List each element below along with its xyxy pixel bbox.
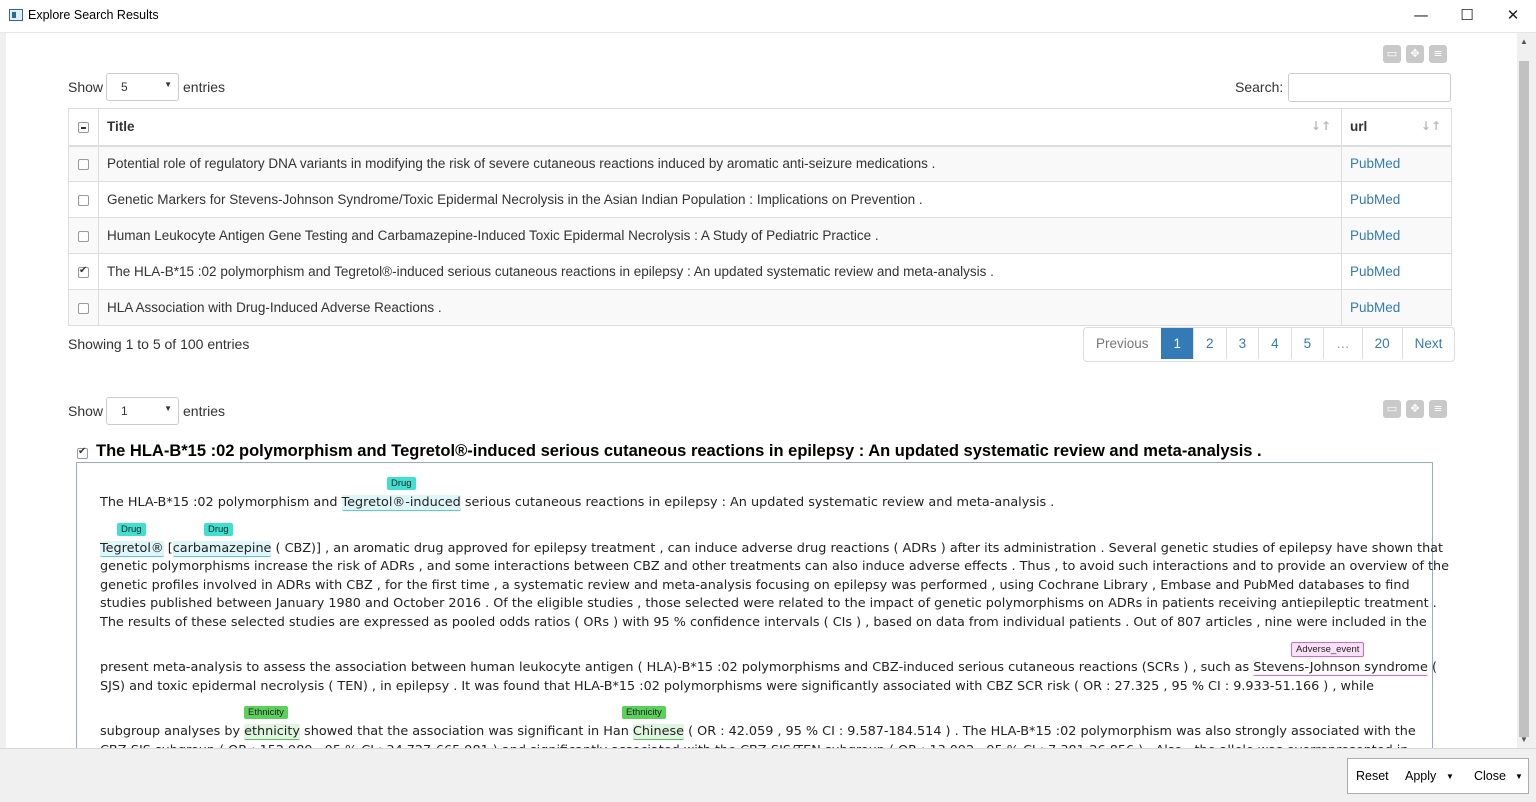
entity-adverse-event[interactable]: Stevens-Johnson syndrome	[1253, 660, 1428, 675]
entity-tag-ethnicity: Ethnicity	[244, 706, 288, 719]
row-title[interactable]: The HLA-B*15 :02 polymorphism and Tegretol®-induced serious cutaneous reactions in epilepsy : An updated systematic review and meta-analysis .	[99, 254, 1342, 290]
maximize-icon[interactable]: ☐	[1460, 6, 1474, 24]
table-row[interactable]	[69, 218, 1452, 254]
content-pane	[6, 33, 1517, 748]
scrollbar-thumb[interactable]	[1519, 61, 1529, 737]
vertical-scrollbar[interactable]	[1517, 33, 1531, 748]
close-button[interactable]: Close	[1474, 769, 1506, 783]
dialog-footer	[0, 748, 1536, 802]
text-line: genetic polymorphisms increase the risk of ADRs , and some interactions between CBZ and other treatments can also induce adverse effects . Thus , to avoid such interactions and to provide an overview of the	[100, 559, 1450, 574]
window-titlebar	[0, 0, 1536, 33]
window-title: Explore Search Results	[28, 8, 159, 22]
page-button[interactable]: 1	[1161, 328, 1194, 359]
text-line: studies published between January 1980 and October 2016 . Of the eligible studies , those selected were related to the impact of genetic polymorphisms on ADRs in patients receiving antiepileptic treatment .	[100, 596, 1437, 611]
pubmed-link[interactable]: PubMed	[1342, 290, 1452, 326]
row-checkbox[interactable]	[78, 303, 89, 314]
entries-label: entries	[183, 403, 226, 419]
chevron-down-icon: ▼	[164, 404, 172, 413]
chevron-down-icon: ▼	[164, 80, 172, 89]
text-line: subgroup analyses by ethnicity showed that the association was significant in Han Chinese ( OR : 42.059 , 95 % CI : 9.587-184.514 ) . The HLA-B*15 :02 polymorphism was also strongly associated with the	[100, 724, 1416, 739]
document-title: The HLA-B*15 :02 polymorphism and Tegretol®-induced serious cutaneous reactions in epilepsy : An updated systematic review and meta-analysis .	[96, 442, 1262, 460]
entity-tag-drug: Drug	[387, 477, 416, 490]
detail-page-size-select[interactable]	[106, 397, 179, 425]
minimize-icon[interactable]: —	[1413, 6, 1429, 24]
expand-icon[interactable]: ✥	[1406, 400, 1424, 418]
text-line: present meta-analysis to assess the association between human leukocyte antigen ( HLA)-B*15 :02 polymorphisms and CBZ-induced serious cutaneous reactions (SCRs ) , such as Stevens-Johnson syndrome (	[100, 660, 1437, 675]
close-icon[interactable]: ✕	[1506, 6, 1520, 24]
row-title[interactable]: HLA Association with Drug-Induced Adverse Reactions .	[99, 290, 1342, 326]
row-checkbox[interactable]	[78, 267, 89, 278]
page-button[interactable]: 5	[1291, 328, 1324, 359]
table-row[interactable]	[69, 182, 1452, 218]
footer-button-group	[1347, 758, 1529, 794]
sort-icon[interactable]: ↓↑	[1310, 119, 1331, 133]
pubmed-link[interactable]: PubMed	[1342, 254, 1452, 290]
entity-ethnicity[interactable]: ethnicity	[244, 724, 300, 739]
entity-tag-drug: Drug	[204, 523, 233, 536]
text-line: The HLA-B*15 :02 polymorphism and Tegretol®-induced serious cutaneous reactions in epilepsy : An updated systematic review and meta-analysis .	[100, 495, 1055, 510]
select-all-checkbox[interactable]	[78, 122, 89, 133]
apply-button[interactable]: Apply	[1405, 769, 1437, 783]
page-ellipsis: …	[1323, 328, 1362, 359]
search-label: Search:	[1235, 79, 1284, 95]
pagination	[1083, 327, 1455, 362]
entries-label: entries	[183, 79, 226, 95]
entity-tag-drug: Drug	[117, 523, 146, 536]
text-line: Tegretol® [carbamazepine ( CBZ)] , an aromatic drug approved for epilepsy treatment , can induce adverse drug reactions ( ADRs ) after its administration . Several genetic studies of epilepsy have shown that	[100, 541, 1444, 556]
row-title[interactable]: Potential role of regulatory DNA variants in modifying the risk of severe cutaneous reactions induced by aromatic anti-seizure medications .	[99, 146, 1342, 182]
pubmed-link[interactable]: PubMed	[1342, 218, 1452, 254]
show-label: Show	[68, 79, 104, 95]
select-all-cell[interactable]	[69, 109, 99, 146]
text-line: genetic profiles involved in ADRs with CBZ , for the first time , a systematic review and meta-analysis focusing on epilepsy was performed , using Cochrane Library , Embase and PubMed databases to find	[100, 578, 1410, 593]
previous-button[interactable]: Previous	[1096, 336, 1149, 351]
show-label: Show	[68, 403, 104, 419]
page-button[interactable]: 3	[1226, 328, 1259, 359]
entity-tag-adverse-event: Adverse_event	[1291, 642, 1364, 657]
reset-button[interactable]: Reset	[1356, 769, 1389, 783]
page-size-value: 5	[121, 80, 128, 94]
pubmed-link[interactable]: PubMed	[1342, 182, 1452, 218]
row-title[interactable]: Genetic Markers for Stevens-Johnson Syndrome/Toxic Epidermal Necrolysis in the Asian Indian Population : Implications on Prevention .	[99, 182, 1342, 218]
row-checkbox[interactable]	[78, 231, 89, 242]
row-checkbox[interactable]	[78, 195, 89, 206]
scroll-down-icon[interactable]: ▼	[1520, 735, 1528, 744]
document-checkbox[interactable]	[77, 448, 88, 459]
entity-tag-ethnicity: Ethnicity	[622, 706, 666, 719]
page-button[interactable]: 2	[1193, 328, 1226, 359]
scroll-up-icon[interactable]: ▲	[1520, 37, 1528, 46]
entity-drug[interactable]: Tegretol®	[100, 541, 164, 556]
row-checkbox[interactable]	[78, 159, 89, 170]
table-info: Showing 1 to 5 of 100 entries	[68, 336, 250, 352]
table-header-row	[69, 109, 1452, 146]
page-button[interactable]: 20	[1362, 328, 1402, 359]
entity-ethnicity[interactable]: Chinese	[632, 724, 685, 739]
menu-icon[interactable]: ≡	[1429, 45, 1447, 63]
table-row[interactable]	[69, 254, 1452, 290]
menu-icon[interactable]: ≡	[1429, 400, 1447, 418]
entity-drug[interactable]: Tegretol®-induced	[341, 495, 461, 510]
collapse-icon[interactable]: ▭	[1383, 400, 1401, 418]
results-table	[68, 108, 1452, 326]
row-title[interactable]: Human Leukocyte Antigen Gene Testing and Carbamazepine-Induced Toxic Epidermal Necrolysis : A Study of Pediatric Practice .	[99, 218, 1342, 254]
table-row[interactable]	[69, 290, 1452, 326]
page-size-select[interactable]	[106, 73, 179, 101]
text-line: The results of these selected studies are expressed as pooled odds ratios ( ORs ) with 95 % confidence intervals ( CIs ) , based on data from individual patients . Out of 807 articles , nine were included in the	[100, 615, 1427, 630]
chevron-down-icon[interactable]: ▼	[1515, 772, 1523, 781]
pubmed-link[interactable]: PubMed	[1342, 146, 1452, 182]
expand-icon[interactable]: ✥	[1406, 45, 1424, 63]
column-header-title[interactable]: Title ↓↑	[99, 109, 1342, 146]
column-header-url[interactable]: url ↓↑	[1342, 109, 1452, 146]
chevron-down-icon[interactable]: ▼	[1446, 772, 1454, 781]
search-input[interactable]	[1288, 73, 1451, 102]
entity-drug[interactable]: carbamazepine	[172, 541, 272, 556]
page-size-value: 1	[121, 404, 128, 418]
app-icon	[9, 9, 23, 21]
text-line: SJS) and toxic epidermal necrolysis ( TEN) , in epilepsy . It was found that HLA-B*15 :02 polymorphisms were significantly associated with CBZ SCR risk ( OR : 27.325 , 95 % CI : 9.933-51.166 ) , while	[100, 679, 1375, 694]
table-row[interactable]	[69, 146, 1452, 182]
page-button[interactable]: 4	[1258, 328, 1291, 359]
collapse-icon[interactable]: ▭	[1383, 45, 1401, 63]
next-button[interactable]: Next	[1402, 328, 1455, 359]
annotated-document	[76, 462, 1450, 762]
sort-icon[interactable]: ↓↑	[1420, 119, 1441, 133]
